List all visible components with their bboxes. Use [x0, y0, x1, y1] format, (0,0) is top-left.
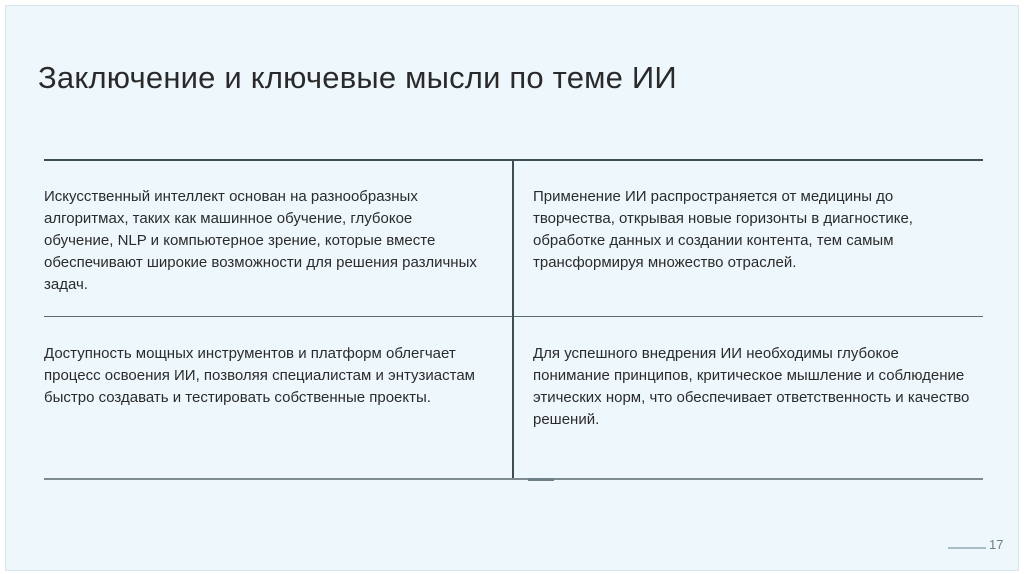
slide-title: Заключение и ключевые мысли по теме ИИ [38, 60, 677, 95]
bottom-accent-mark [528, 478, 554, 481]
table-bottom-border [44, 478, 983, 480]
cell-bottom-left: Доступность мощных инструментов и платформ облегчает процесс освоения ИИ, позволяя специалистам и энтузиастам быстро создавать и тестировать собственные проекты. [44, 345, 475, 406]
table-column-divider [512, 161, 514, 478]
cell-top-left: Искусственный интеллект основан на разнообразных алгоритмах, таких как машинное обучение, глубокое обучение, NLP и компьютерное зрение, которые вместе обеспечивают широкие возможности для решения различных задач. [44, 188, 477, 293]
page-number-line [948, 547, 986, 549]
page-number: 17 [989, 537, 1004, 552]
cell-top-right: Применение ИИ распространяется от медицины до творчества, открывая новые горизонты в диагностике, обработке данных и создании контента, тем самым трансформируя множество отраслей. [533, 188, 913, 271]
cell-bottom-right: Для успешного внедрения ИИ необходимы глубокое понимание принципов, критическое мышление и соблюдение этических норм, что обеспечивает ответственность и качество решений. [533, 345, 970, 428]
slide [5, 5, 1019, 571]
